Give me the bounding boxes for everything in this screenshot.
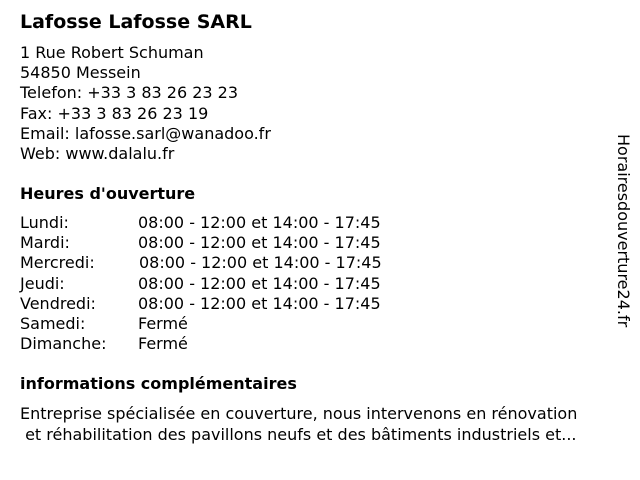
day-hours: Fermé bbox=[138, 334, 188, 354]
opening-hours-list bbox=[20, 213, 440, 354]
day-hours: 08:00 - 12:00 et 14:00 - 17:45 bbox=[139, 253, 382, 273]
email-address: Email: lafosse.sarl@wanadoo.fr bbox=[20, 123, 271, 143]
hours-row-thursday bbox=[20, 274, 440, 294]
day-label: Jeudi: bbox=[20, 273, 65, 293]
additional-info-text bbox=[20, 403, 630, 445]
additional-info-heading: informations complémentaires bbox=[20, 374, 297, 393]
hours-row-tuesday bbox=[20, 233, 440, 253]
day-label: Mardi: bbox=[20, 233, 70, 253]
hours-row-saturday bbox=[20, 314, 440, 334]
day-label: Samedi: bbox=[20, 313, 86, 333]
phone-number: Telefon: +33 3 83 26 23 23 bbox=[20, 83, 239, 103]
day-label: Dimanche: bbox=[20, 334, 107, 354]
business-name: Lafosse Lafosse SARL bbox=[20, 11, 252, 33]
day-hours: 08:00 - 12:00 et 14:00 - 17:45 bbox=[138, 233, 381, 253]
day-hours: 08:00 - 12:00 et 14:00 - 17:45 bbox=[138, 293, 381, 313]
hours-row-sunday bbox=[20, 334, 440, 354]
address-street: 1 Rue Robert Schuman bbox=[20, 43, 204, 62]
day-label: Mercredi: bbox=[20, 253, 95, 273]
contact-block bbox=[20, 43, 271, 164]
additional-info-line-1: Entreprise spécialisée en couverture, nous intervenons en rénovation bbox=[20, 404, 578, 423]
hours-row-friday bbox=[20, 294, 440, 314]
day-hours: Fermé bbox=[138, 313, 188, 333]
hours-row-wednesday bbox=[20, 253, 440, 273]
fax-number: Fax: +33 3 83 26 23 19 bbox=[20, 103, 209, 123]
hours-row-monday bbox=[20, 213, 440, 233]
opening-hours-heading: Heures d'ouverture bbox=[20, 184, 196, 203]
site-watermark: Horairesdouverture24.fr bbox=[614, 134, 633, 328]
day-label: Vendredi: bbox=[20, 293, 96, 313]
website-address: Web: www.dalalu.fr bbox=[20, 143, 175, 163]
address-city: 54850 Messein bbox=[20, 63, 141, 83]
day-label: Lundi: bbox=[20, 213, 69, 232]
additional-info-line-2: et réhabilitation des pavillons neufs et des bâtiments industriels et... bbox=[20, 425, 577, 444]
day-hours: 08:00 - 12:00 et 14:00 - 17:45 bbox=[138, 213, 381, 232]
day-hours: 08:00 - 12:00 et 14:00 - 17:45 bbox=[138, 273, 381, 293]
